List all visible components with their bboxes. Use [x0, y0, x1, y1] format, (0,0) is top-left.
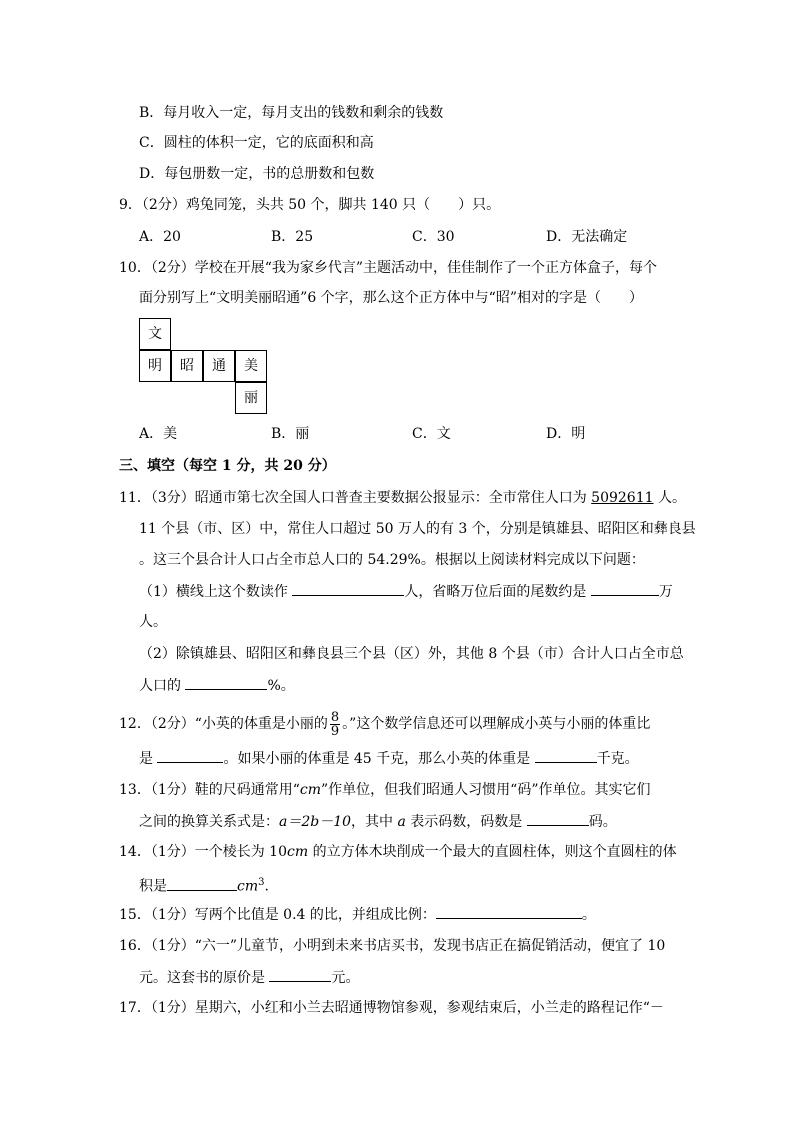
net-cell-mei: 美 — [235, 350, 267, 382]
q13-text-d: ，其中 — [351, 814, 398, 830]
q13-text-a: 13．（1分）鞋的尺码通常用“ — [119, 782, 300, 798]
q9-option-d: D．无法确定 — [546, 229, 628, 245]
q14-text-a: 14．（1分）一个棱长为 10 — [119, 844, 287, 860]
q9-stem: 9．（2分）鸡兔同笼，头共 50 个，脚共 140 只（ ）只。 — [119, 197, 501, 213]
q15-text-b: 。 — [581, 907, 596, 923]
q11-line3: 。这三个县合计人口占全市总人口的 54.29%。根据以上阅读材料完成以下问题： — [139, 552, 645, 568]
net-cell-tong: 通 — [203, 350, 235, 382]
q11-text-a: 11．（3分）昭通市第七次全国人口普查主要数据公报显示：全市常住人口为 — [119, 490, 592, 506]
q14-text-c: 积是 — [139, 878, 167, 895]
net-cell-wen: 文 — [139, 318, 171, 350]
answer-blank[interactable] — [535, 748, 597, 763]
q14-line2 — [139, 873, 269, 897]
q11-part1-text: （1）横线上这个数读作 — [139, 584, 293, 600]
q13-formula: a＝2b－10 — [279, 814, 352, 830]
q11-text-b: 人。 — [653, 490, 686, 506]
q12-text-e: 千克。 — [596, 751, 639, 767]
q15-line1 — [119, 904, 596, 925]
section-title: 三、填空（每空 1 分，共 20 分） — [119, 458, 336, 474]
net-cell-li: 丽 — [235, 382, 267, 414]
q13-var: a — [397, 814, 406, 830]
q8-option-c: C．圆柱的体积一定，它的底面积和高 — [139, 135, 374, 151]
answer-blank[interactable] — [527, 811, 589, 826]
q9-option-c: C．30 — [412, 229, 455, 245]
q11-line2: 11 个县（市、区）中，常住人口超过 50 万人的有 3 个，分别是镇雄县、昭阳区和彝良县 — [139, 521, 696, 537]
q8-option-b: B．每月收入一定，每月支出的钱数和剩余的钱数 — [139, 105, 444, 121]
fraction-numerator: 8 — [330, 709, 340, 725]
answer-blank[interactable] — [591, 581, 659, 596]
q14-text-d: . — [264, 878, 269, 895]
q16-line2 — [139, 967, 359, 988]
q11-part2-cont — [139, 675, 295, 696]
q14-exponent: 3 — [258, 877, 265, 888]
fraction-denominator: 9 — [330, 723, 340, 739]
q16-text-b: 元。这套书的原价是 — [139, 970, 270, 986]
cube-net — [139, 318, 269, 418]
answer-blank[interactable] — [167, 876, 237, 891]
q11-part2-unit: %。 — [267, 678, 295, 694]
q11-part2-text: 人口的 — [139, 678, 186, 694]
net-cell-ming: 明 — [139, 350, 171, 382]
q12-line2 — [139, 748, 639, 769]
q11-part2: （2）除镇雄县、昭阳区和彝良县三个县（区）外，其他 8 个县（市）合计人口占全市总 — [139, 646, 684, 662]
answer-blank[interactable] — [157, 748, 223, 763]
q12-text-a: 12．（2分）“小英的体重是小丽的 — [119, 716, 328, 732]
answer-blank[interactable] — [292, 581, 404, 596]
q10-option-d: D．明 — [546, 426, 586, 442]
q11-part1-cont: 人。 — [139, 614, 167, 630]
q13-text-e: 表示码数，码数是 — [405, 814, 527, 830]
q11-line1 — [119, 488, 686, 508]
q14-text-b: 的立方体木块削成一个最大的直圆柱体，则这个直圆柱的体 — [308, 844, 677, 860]
q16-line1: 16．（1分）“六一”儿童节，小明到未来书店买书，发现书店正在搞促销活动，便宜了 10 — [119, 938, 666, 954]
q14-unit2: cm — [237, 878, 259, 895]
answer-blank[interactable] — [269, 967, 331, 982]
q13-text-b: ”作单位，但我们昭通人习惯用“码”作单位。其实它们 — [321, 782, 651, 798]
q10-option-b: B．丽 — [271, 426, 310, 442]
answer-blank[interactable] — [436, 904, 582, 919]
q15-text-a: 15．（1分）写两个比值是 0.4 的比，并组成比例： — [119, 907, 436, 923]
q11-population-number: 5092611 — [591, 490, 654, 506]
q13-line1 — [119, 780, 651, 800]
q13-unit: cm — [299, 782, 322, 798]
q10-stem-line1: 10．（2分）学校在开展“我为家乡代言”主题活动中，佳佳制作了一个正方体盒子，每个 — [119, 260, 658, 276]
answer-blank[interactable] — [185, 675, 267, 690]
q13-text-f: 码。 — [588, 814, 617, 830]
q11-part1 — [139, 581, 673, 602]
q12-line1 — [119, 710, 650, 738]
q12-text-c: 是 — [139, 751, 158, 767]
q10-option-a: A．美 — [139, 426, 178, 442]
q13-line2 — [139, 811, 617, 832]
q12-text-b: 。”这个数学信息还可以理解成小英与小丽的体重比 — [342, 716, 651, 732]
q11-part1-unit: 万 — [658, 584, 673, 600]
q13-text-c: 之间的换算关系式是： — [139, 814, 279, 830]
q16-text-c: 元。 — [331, 970, 360, 986]
q12-text-d: 。如果小丽的体重是 45 千克，那么小英的体重是 — [223, 751, 535, 767]
q11-part1-text2: 人，省略万位后面的尾数约是 — [404, 584, 591, 600]
net-cell-zhao: 昭 — [171, 350, 203, 382]
q10-option-c: C．文 — [412, 426, 451, 442]
q14-line1 — [119, 842, 677, 862]
q9-option-b: B．25 — [271, 229, 314, 245]
q12-fraction — [330, 711, 340, 738]
q17-line1: 17．（1分）星期六，小红和小兰去昭通博物馆参观，参观结束后，小兰走的路程记作“－ — [119, 1000, 664, 1016]
q8-option-d: D．每包册数一定，书的总册数和包数 — [139, 166, 375, 182]
q14-unit: cm — [287, 844, 309, 860]
q9-option-a: A．20 — [139, 229, 181, 245]
q10-stem-line2: 面分别写上“文明美丽昭通”6 个字，那么这个正方体中与“昭”相对的字是（ ） — [139, 290, 643, 306]
